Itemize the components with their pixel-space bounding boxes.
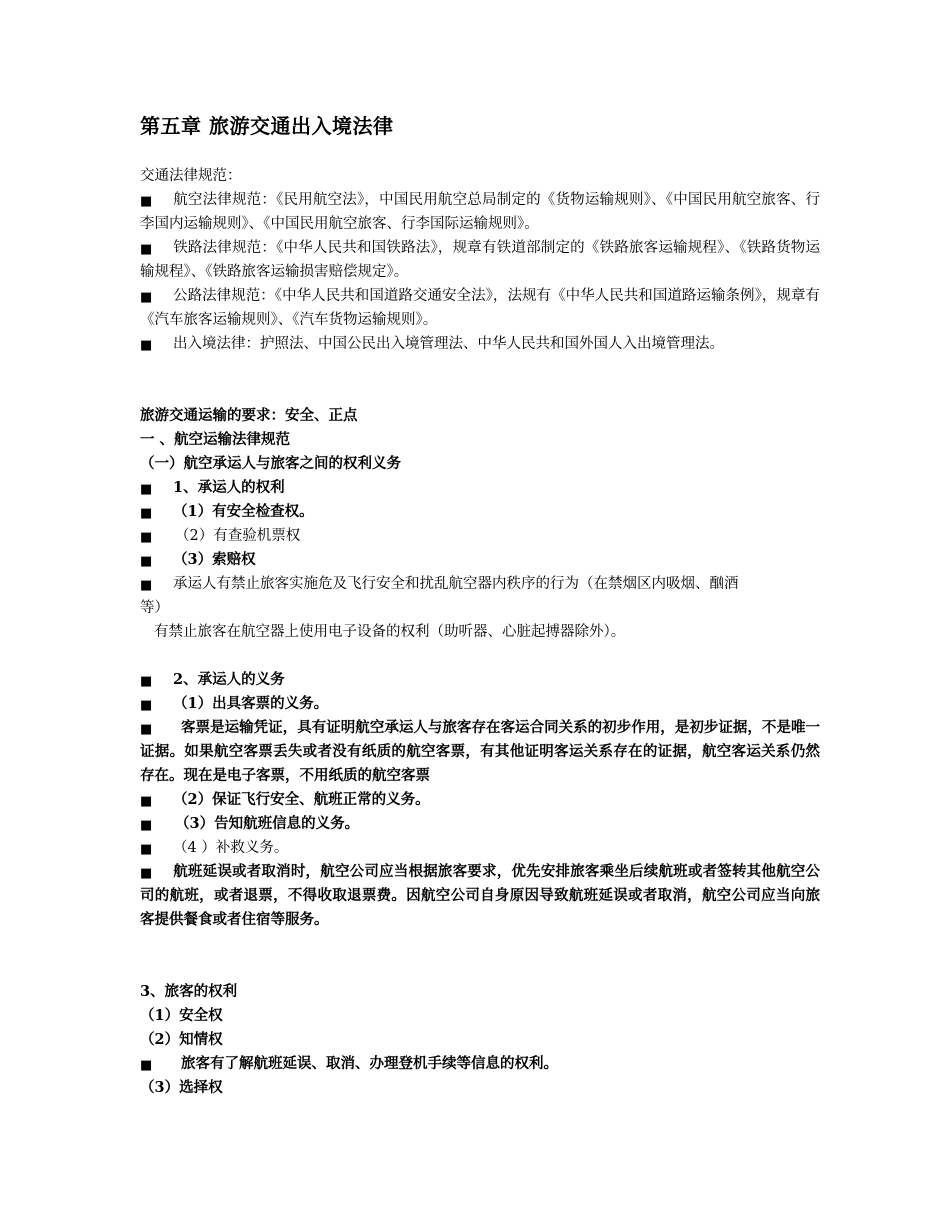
square-bullet-icon: [140, 837, 153, 850]
square-bullet-icon: [140, 237, 153, 250]
list-item: ■（3）告知航班信息的义务。: [140, 812, 820, 836]
list-item: ■出入境法律：护照法、中国公民出入境管理法、中华人民共和国外国人入出境管理法。: [140, 332, 820, 356]
list-item-continuation: 有禁止旅客在航空器上使用电子设备的权利（助听器、心脏起搏器除外）。: [154, 624, 626, 640]
list-item-continuation: 等）: [140, 600, 169, 616]
list-item: ■（1）出具客票的义务。: [140, 692, 820, 716]
list-item: ■2、承运人的义务: [140, 668, 820, 692]
square-bullet-icon: [140, 501, 153, 514]
square-bullet-icon: [140, 813, 153, 826]
square-bullet-icon: [140, 525, 153, 538]
square-bullet-icon: [140, 789, 153, 802]
list-item: ■（2）有查验机票权: [140, 524, 820, 548]
list-item: ■客票是运输凭证，具有证明航空承运人与旅客存在客运合同关系的初步作用，是初步证据，不是唯一证据。如果航空客票丢失或者没有纸质的航空客票，有其他证明客运关系存在的证据，航空客运关系仍然存在。现在是电子客票，不用纸质的航空客票: [140, 716, 820, 788]
subsection-heading: （一）航空承运人与旅客之间的权利义务: [140, 455, 401, 472]
list-item: ■（1）有安全检查权。: [140, 500, 820, 524]
square-bullet-icon: [140, 573, 153, 586]
list-item: ■（3）索赔权: [140, 548, 820, 572]
chapter-title: 第五章 旅游交通出入境法律: [140, 114, 394, 138]
square-bullet-icon: [140, 669, 153, 682]
list-item: （2）知情权: [140, 1031, 223, 1048]
list-item: （1）安全权: [140, 1007, 223, 1024]
list-item: ■承运人有禁止旅客实施危及飞行安全和扰乱航空器内秩序的行为（在禁烟区内吸烟、酗酒: [140, 572, 820, 596]
square-bullet-icon: [140, 549, 153, 562]
list-item: ■旅客有了解航班延误、取消、办理登机手续等信息的权利。: [140, 1052, 820, 1076]
list-item: ■（4 ）补救义务。: [140, 836, 820, 860]
square-bullet-icon: [140, 477, 153, 490]
document-page: [140, 112, 820, 1100]
list-item: ■航班延误或者取消时，航空公司应当根据旅客要求，优先安排旅客乘坐后续航班或者签转其他航空公司的航班，或者退票，不得收取退票费。因航空公司自身原因导致航班延误或者取消，航空公司应当向旅客提供餐食或者住宿等服务。: [140, 860, 820, 932]
square-bullet-icon: [140, 189, 153, 202]
list-item: ■公路法律规范：《中华人民共和国道路交通安全法》，法规有《中华人民共和国道路运输条例》，规章有《汽车旅客运输规则》、《汽车货物运输规则》。: [140, 284, 820, 332]
square-bullet-icon: [140, 333, 153, 346]
section-heading: 交通法律规范：: [140, 168, 242, 184]
square-bullet-icon: [140, 861, 153, 874]
square-bullet-icon: [140, 1053, 153, 1066]
square-bullet-icon: [140, 285, 153, 298]
list-item: （3）选择权: [140, 1079, 223, 1096]
list-item: ■铁路法律规范：《中华人民共和国铁路法》，规章有铁道部制定的《铁路旅客运输规程》、《铁路货物运输规程》、《铁路旅客运输损害赔偿规定》。: [140, 236, 820, 284]
square-bullet-icon: [140, 717, 153, 730]
section-heading: 3、旅客的权利: [140, 983, 238, 1000]
list-item: ■1、承运人的权利: [140, 476, 820, 500]
part-heading: 一 、航空运输法律规范: [140, 431, 291, 448]
square-bullet-icon: [140, 693, 153, 706]
list-item: ■（2）保证飞行安全、航班正常的义务。: [140, 788, 820, 812]
requirement-line: 旅游交通运输的要求：安全、正点: [140, 407, 358, 424]
list-item: ■航空法律规范：《民用航空法》，中国民用航空总局制定的《货物运输规则》、《中国民用航空旅客、行李国内运输规则》、《中国民用航空旅客、行李国际运输规则》。: [140, 188, 820, 236]
